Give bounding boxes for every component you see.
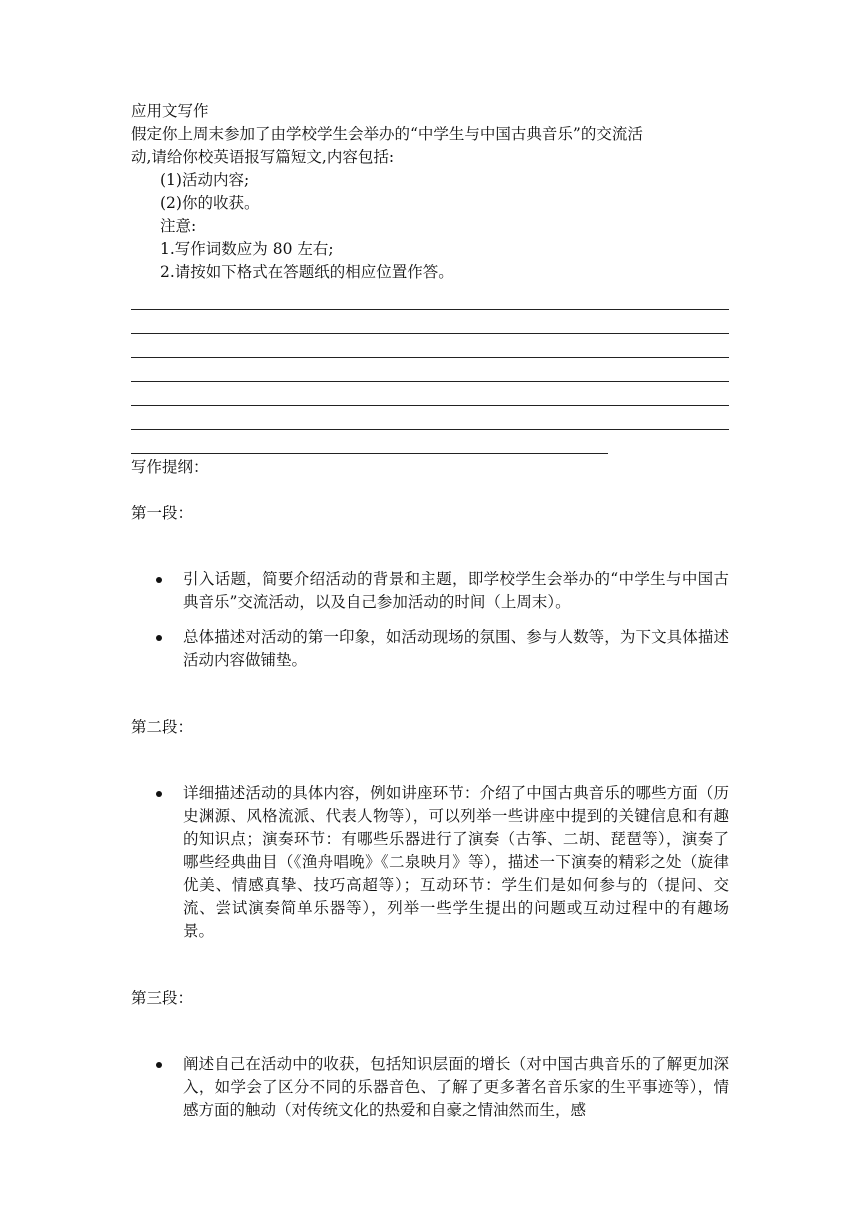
content-item-2: (2)你的收获。 <box>160 194 260 212</box>
prompt-line-1: 假定你上周末参加了由学校学生会举办的“中学生与中国古典音乐”的交流活 <box>131 125 643 143</box>
note-2: 2.请按如下格式在答题纸的相应位置作答。 <box>160 263 454 281</box>
document-page <box>131 100 729 1122</box>
list-item-text: 引入话题，简要介绍活动的背景和主题，即学校学生会举办的“中学生与中国古典音乐”交流活动，以及自己参加活动的时间（上周末）。 <box>183 570 729 611</box>
answer-line[interactable] <box>131 358 729 382</box>
note-1: 1.写作词数应为 80 左右; <box>160 240 334 258</box>
content-item-1: (1)活动内容; <box>160 171 250 189</box>
section-3-list <box>131 1053 729 1122</box>
section-heading-3: 第三段： <box>131 989 194 1007</box>
list-item-text: 阐述自己在活动中的收获，包括知识层面的增长（对中国古典音乐的了解更加深入，如学会了区分不同的乐器音色、了解了更多著名音乐家的生平事迹等），情感方面的触动（对传统文化的热爱和自豪之情油然而生，感 <box>183 1055 729 1119</box>
bullet-icon <box>156 1062 162 1068</box>
list-item <box>131 568 729 614</box>
answer-line[interactable] <box>131 382 729 406</box>
answer-line[interactable] <box>131 430 608 454</box>
bullet-icon <box>156 635 162 641</box>
list-item <box>131 1053 729 1122</box>
answer-lines <box>131 286 729 454</box>
section-1-list <box>131 568 729 672</box>
answer-line[interactable] <box>131 310 729 334</box>
list-item-text: 总体描述对活动的第一印象，如活动现场的氛围、参与人数等，为下文具体描述活动内容做铺垫。 <box>183 628 729 669</box>
list-item <box>131 626 729 672</box>
section-heading-2: 第二段： <box>131 718 194 736</box>
bullet-icon <box>156 791 162 797</box>
section-heading-1: 第一段： <box>131 504 194 522</box>
answer-line[interactable] <box>131 406 729 430</box>
prompt-line-2: 动,请给你校英语报写篇短文,内容包括: <box>131 148 395 166</box>
list-item <box>131 782 729 943</box>
outline-label: 写作提纲： <box>131 458 209 476</box>
section-2-list <box>131 782 729 943</box>
answer-line[interactable] <box>131 334 729 358</box>
document-title: 应用文写作 <box>131 102 209 120</box>
note-label: 注意: <box>160 217 197 235</box>
answer-line[interactable] <box>131 286 729 310</box>
list-item-text: 详细描述活动的具体内容，例如讲座环节：介绍了中国古典音乐的哪些方面（历史渊源、风格流派、代表人物等），可以列举一些讲座中提到的关键信息和有趣的知识点；演奏环节：有哪些乐器进行了演奏（古筝、二胡、琵琶等），演奏了哪些经典曲目（《渔舟唱晚》《二泉映月》等），描述一下演奏的精彩之处（旋律优美、情感真挚、技巧高超等）；互动环节：学生们是如何参与的（提问、交流、尝试演奏简单乐器等），列举一些学生提出的问题或互动过程中的有趣场景。 <box>183 784 729 940</box>
bullet-icon <box>156 577 162 583</box>
